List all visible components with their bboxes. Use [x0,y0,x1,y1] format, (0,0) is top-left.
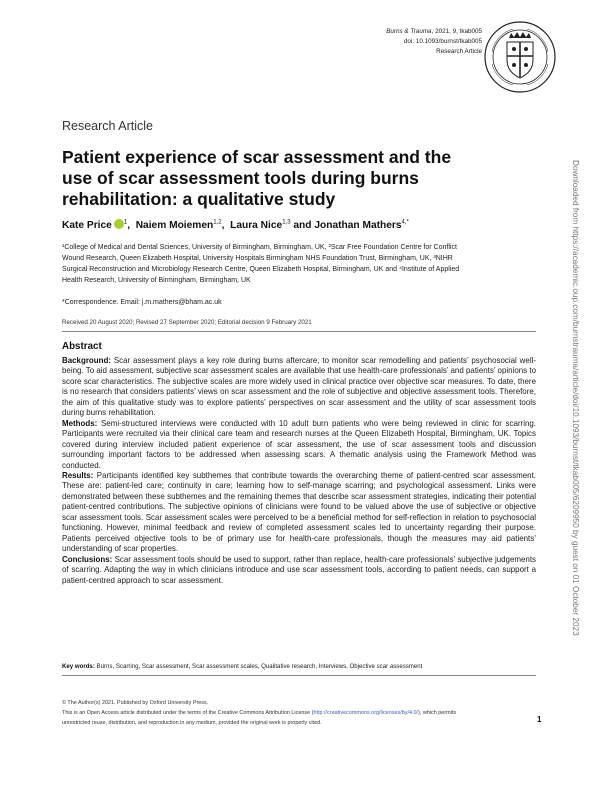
abstract-methods: Methods: Semi-structured interviews were conducted with 10 adult burn patients who were being reviewed in clinic for scarring. Participants were recruited via their clinical care team and research nurses at the Queen Elizabeth Hospital, Birmingham, UK. Topics covered during interview included patient experience of scar assessment, the use of scar assessment tools and discussion surrounding important factors to be addressed when assessing scars. A thematic analysis using the Framework Method was conducted. [62,418,536,470]
author-affiliation-mark: 4,* [401,219,409,226]
copyright: © The Author(s) 2021. Published by Oxford University Press. [62,700,209,706]
journal-citation: , 2021, 9, tkab005 [431,28,482,35]
section-label: Research Article [62,119,154,133]
abstract-background: Background: Scar assessment plays a key role during burns aftercare, to monitor scar remodelling and patients’ psychosocial well-being. To aid assessment, subjective scar assessment scales are available that use health-care professionals’ and patients’ opinions to score scar characteristics. The subjective scales are more widely used in clinical practice over objective scar measures. To date, there is no research that considers patients’ views on scar assessment and the role of subjective and objective assessment tools. Therefore, the aim of this qualitative study was to explore patients’ perspectives on scar assessment and the utility of scar assessment tools during burns rehabilitation. [62,356,536,418]
article-title: Patient experience of scar assessment and the use of scar assessment tools during burns rehabilitation: a qualitative study [62,147,452,209]
license-link[interactable]: http://creativecommons.org/licenses/by/4.0/ [313,710,419,716]
divider [62,675,536,676]
conclusions-label: Conclusions: [62,554,113,564]
publication-dates: Received 20 August 2020; Revised 27 September 2020; Editorial decision 9 February 2021 [62,319,312,326]
abstract-heading: Abstract [62,341,102,352]
methods-label: Methods: [62,418,98,428]
page-number: 1 [537,715,542,724]
journal-header [386,27,482,57]
author-name[interactable]: Kate Price [62,220,112,231]
authors-joiner: and [293,220,312,231]
orcid-icon[interactable] [114,219,124,229]
keywords [62,663,536,670]
results-label: Results: [62,470,94,480]
doi: doi: 10.1093/burnst/tkab005 [403,38,482,45]
author-affiliation-mark: 1,2 [213,219,222,226]
journal-name: Burns & Trauma [386,28,432,35]
author-name[interactable]: Jonathan Mathers [314,220,402,231]
author-name[interactable]: Laura Nice [230,220,283,231]
background-label: Background: [62,356,111,365]
affiliations: ¹College of Medical and Dental Sciences, University of Birmingham, Birmingham, UK, ²Scar Free Foundation Centre for Conflict Wound Research, Queen Elizabeth Hospital, University Hospitals Birmingham NHS Foundation Trust, Birmingham, UK, ³NIHR Surgical Reconstruction and Microbiology Research Centre, Queen Elizabeth Hospital, Birmingham, UK and ⁴Institute of Applied Health Research, University of Birmingham, Birmingham, UK [62,244,460,284]
keywords-label: Key words: [62,663,95,670]
correspondence: *Correspondence. Email: j.m.mathers@bham.ac.uk [62,299,222,306]
abstract-body [62,356,536,586]
abstract-results: Results: Participants identified key subthemes that contribute towards the overarching theme of patient-centred scar assessment. These are: patient-led care; continuity in care; learning how to self-manage scarring; and psychological assessment. Links were demonstrated between these subthemes and the remaining themes that describe scar assessment strategies, indicating their potential patient-centred contributions. The subjective opinions of clinicians were found to be valued above the use of subjective or objective scar assessment tools. Scar assessment scales were perceived to be a beneficial method for self-reflection in relation to psychosocial functioning. However, minimal feedback and review of completed assessment scales led to uncertainty regarding their purpose. Patients perceived objective tools to be of primary use for health-care professionals, though the measures may aid patients’ understanding of scar properties. [62,470,536,554]
author-affiliation-mark: 1,3 [282,219,291,226]
author-name[interactable]: Naiem Moiemen [135,220,214,231]
keywords-list: Burns, Scarring, Scar assessment, Scar assessment scales, Qualitative research, Interviews, Objective scar assessment [94,663,423,670]
author-affiliation-mark: 1 [123,219,128,226]
university-crest-icon [483,20,557,94]
abstract-conclusions: Conclusions: Scar assessment tools should be used to support, rather than replace, health-care professionals’ subjective judgements of scarring. Adapting the way in which clinicians introduce and use scar assessment tools, according to patient needs, can support a patient-centred approach to scar assessment. [62,554,536,585]
header-article-type: Research Article [436,48,482,55]
license-footer: © The Author(s) 2021. Published by Oxford University Press. This is an Open Access article distributed under the terms of the Creative Commons Attribution License (http://creativecommons.org/licenses/by/4.0/), which permits unrestricted reuse, distribution, and reproduction in any medium, provided the original work is properly cited. [62,698,536,728]
divider [62,331,536,332]
download-watermark: Downloaded from https://academic.oup.com/burnstrauma/article/doi/10.1093/burnst/tkab005/6209950 by guest on 01 October 2023 [571,160,580,636]
author-list: Kate Price $^1$, Naiem Moiemen$^{1,2}$, Laura Nice$^{1,3}$ and Jonathan Mathers$^{4,*}$ [62,219,409,231]
